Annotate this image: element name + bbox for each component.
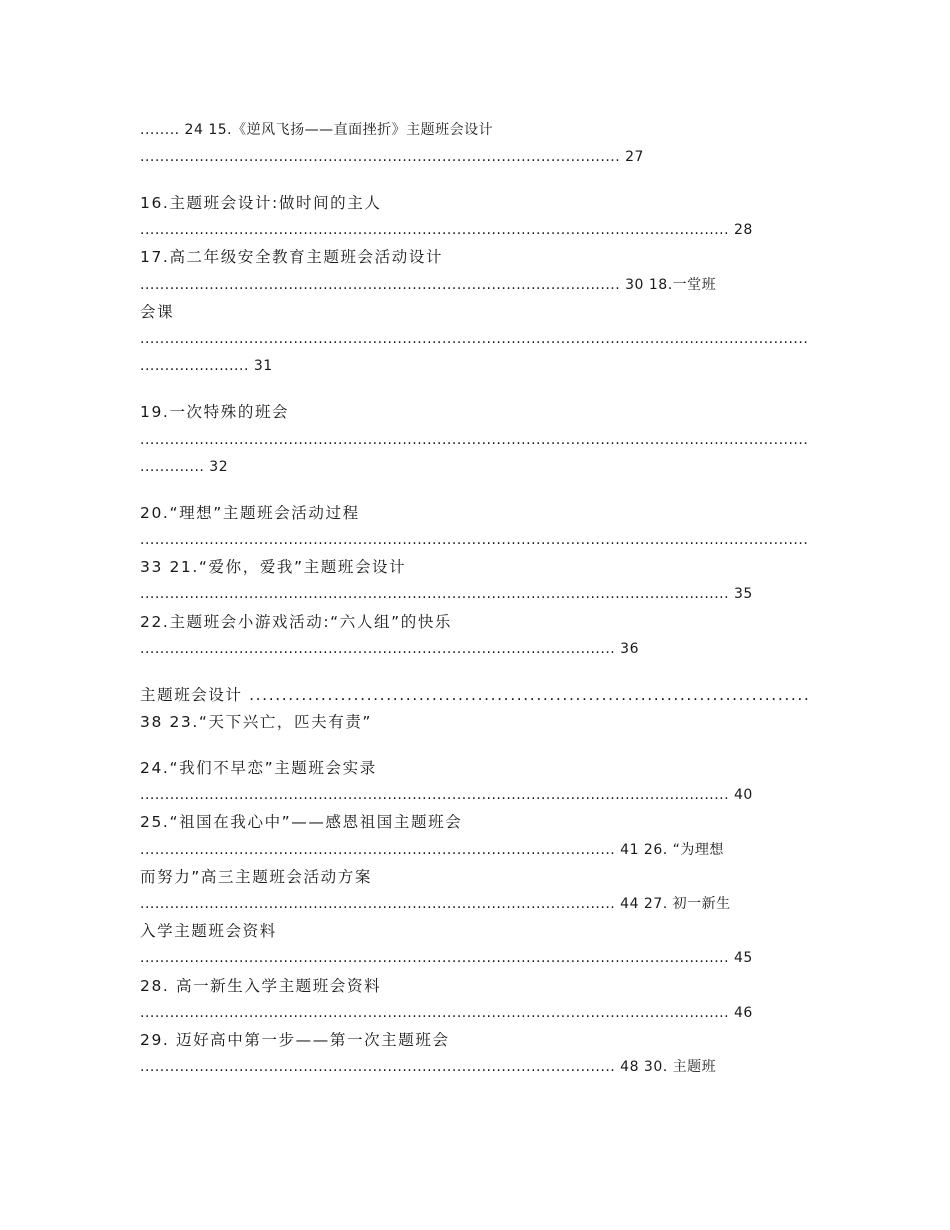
toc-line: 22.主题班会小游戏活动:“六人组”的快乐 bbox=[140, 613, 453, 631]
toc-line: 入学主题班会资料 bbox=[140, 922, 277, 940]
toc-line: 而努力”高三主题班会活动方案 bbox=[140, 868, 372, 886]
toc-line: ...................... 31 bbox=[140, 358, 273, 374]
toc-line: ....................................................................................................................................... bbox=[140, 532, 809, 548]
toc-line: 33 21.“爱你，爱我”主题班会设计 bbox=[140, 558, 407, 576]
toc-line: ........ 24 15.《逆风飞扬——直面挫折》主题班会设计 bbox=[140, 122, 494, 138]
toc-line: ....................................................................................................................................... bbox=[140, 331, 809, 347]
toc-line: 19.一次特殊的班会 bbox=[140, 403, 290, 421]
toc-line: 29. 迈好高中第一步——第一次主题班会 bbox=[140, 1031, 450, 1049]
toc-line: 17.高二年级安全教育主题班会活动设计 bbox=[140, 248, 444, 266]
toc-line: 会课 bbox=[140, 303, 175, 321]
toc-line: ................................................................................................. 30 18.一堂班 bbox=[140, 277, 717, 293]
toc-line: ....................................................................................................................... 28 bbox=[140, 222, 753, 238]
toc-line: 28. 高一新生入学主题班会资料 bbox=[140, 977, 382, 995]
toc-line: 24.“我们不早恋”主题班会实录 bbox=[140, 759, 377, 777]
toc-line: ....................................................................................................................... 45 bbox=[140, 950, 753, 966]
toc-line: ....................................................................................................................... 40 bbox=[140, 787, 753, 803]
toc-line: 16.主题班会设计:做时间的主人 bbox=[140, 194, 382, 212]
toc-line: ................................................................................................ 48 30. 主题班 bbox=[140, 1059, 717, 1075]
toc-line: ............. 32 bbox=[140, 459, 229, 475]
toc-line: ....................................................................................................................... 46 bbox=[140, 1005, 753, 1021]
toc-line: 25.“祖国在我心中”——感恩祖国主题班会 bbox=[140, 813, 463, 831]
toc-line: ................................................................................................ 36 bbox=[140, 641, 639, 657]
toc-line: ....................................................................................................................... 35 bbox=[140, 586, 753, 602]
toc-line: 20.“理想”主题班会活动过程 bbox=[140, 504, 360, 522]
toc-line: 38 23.“天下兴亡，匹夫有责” bbox=[140, 713, 373, 731]
toc-line: ....................................................................................................................................... bbox=[140, 432, 809, 448]
toc-line: ................................................................................................ 44 27. 初一新生 bbox=[140, 896, 731, 912]
toc-line: ................................................................................................. 27 bbox=[140, 149, 644, 165]
toc-line: 主题班会设计 ...................................................................................... bbox=[140, 686, 811, 704]
toc-line: ................................................................................................ 41 26. “为理想 bbox=[140, 842, 724, 858]
